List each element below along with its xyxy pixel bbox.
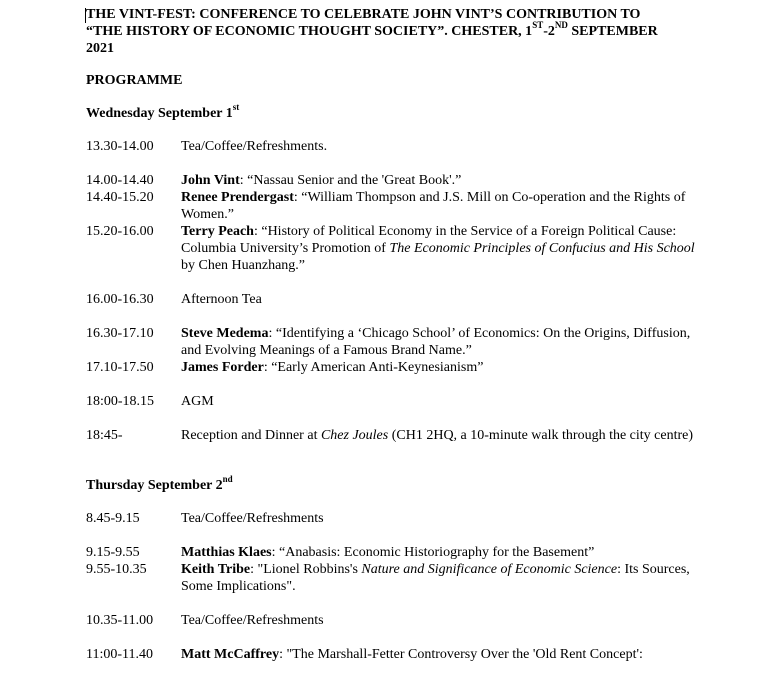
- session-description: AGM: [181, 394, 214, 409]
- title-line-3: 2021: [86, 41, 114, 56]
- session-row: [86, 172, 696, 189]
- speaker-name: Steve Medema: [181, 326, 269, 341]
- talk-title: : “Anabasis: Economic Historiography for the Basement”: [271, 545, 595, 560]
- session-description: Afternoon Tea: [181, 292, 262, 307]
- session-row: [86, 325, 696, 359]
- title-sup-2: ND: [554, 20, 568, 31]
- day-heading-thursday: [86, 474, 696, 494]
- session-description: [181, 189, 696, 223]
- day-heading-sup: nd: [222, 474, 233, 485]
- day-heading-sup: st: [232, 102, 240, 113]
- session-time: 17.10-17.50: [86, 360, 154, 375]
- session-description: [181, 544, 696, 561]
- talk-title-part-2: by Chen Huanzhang.”: [181, 258, 306, 273]
- title-line-1: THE VINT-FEST: CONFERENCE TO CELEBRATE JOHN VINT’S CONTRIBUTION TO: [86, 7, 641, 22]
- document-title: [86, 6, 696, 57]
- book-title: The Economic Principles of Confucius and His School: [389, 241, 695, 256]
- session-description: [181, 223, 696, 274]
- session-row: [86, 612, 696, 629]
- speaker-name: John Vint: [181, 173, 240, 188]
- speaker-name: Matt McCaffrey: [181, 647, 280, 662]
- session-row: [86, 223, 696, 274]
- talk-title: : “Identifying a ‘Chicago School’ of Economics: On the Origins, Diffusion, and Evolving Meanings of a Famous Brand Name.”: [181, 326, 691, 358]
- session-time: 11:00-11.40: [86, 647, 154, 662]
- session-time: 14.40-15.20: [86, 190, 154, 205]
- session-description: [181, 359, 696, 376]
- talk-title: : “Nassau Senior and the 'Great Book'.”: [239, 173, 462, 188]
- session-description: Tea/Coffee/Refreshments: [181, 613, 324, 628]
- session-row: [86, 646, 696, 663]
- session-row: [86, 138, 696, 155]
- document-page: [86, 6, 696, 663]
- session-time: 14.00-14.40: [86, 173, 154, 188]
- session-row: [86, 359, 696, 376]
- session-time: 13.30-14.00: [86, 139, 154, 154]
- speaker-name: Renee Prendergast: [181, 190, 294, 205]
- session-row: [86, 544, 696, 561]
- session-time: 9.55-10.35: [86, 562, 147, 577]
- talk-title-part-1: : “History of Political Economy in the Service of a Foreign Political Cause: Columbia University’s Promotion of: [181, 224, 677, 256]
- talk-title-part-2: : Its Sources, Some Implications".: [181, 562, 690, 594]
- title-line-2b: SEPTEMBER: [567, 24, 658, 39]
- session-time: 18:00-18.15: [86, 394, 155, 409]
- talk-title: : “William Thompson and J.S. Mill on Co-operation and the Rights of Women.”: [181, 190, 686, 222]
- day-heading-wednesday: [86, 102, 696, 122]
- dinner-text-part-2: (CH1 2HQ, a 10-minute walk through the city centre): [388, 428, 694, 443]
- session-description: [181, 646, 696, 663]
- title-line-2a: “THE HISTORY OF ECONOMIC THOUGHT SOCIETY”. CHESTER, 1: [86, 24, 533, 39]
- speaker-name: Matthias Klaes: [181, 545, 272, 560]
- session-description: Tea/Coffee/Refreshments.: [181, 139, 328, 154]
- talk-title: : "The Marshall-Fetter Controversy Over the 'Old Rent Concept':: [279, 647, 643, 662]
- session-description: [181, 561, 696, 595]
- session-row: [86, 561, 696, 595]
- session-description: [181, 172, 696, 189]
- session-row: [86, 291, 696, 308]
- title-dash: -2: [543, 24, 555, 39]
- session-time: 15.20-16.00: [86, 224, 154, 239]
- session-row: [86, 427, 696, 444]
- day-heading-text: Thursday September 2: [86, 478, 223, 493]
- dinner-text-part-1: Reception and Dinner at: [181, 428, 321, 443]
- book-title: Nature and Significance of Economic Science: [361, 562, 618, 577]
- speaker-name: Terry Peach: [181, 224, 254, 239]
- day-heading-text: Wednesday September 1: [86, 106, 233, 121]
- session-time: 10.35-11.00: [86, 613, 154, 628]
- speaker-name: Keith Tribe: [181, 562, 251, 577]
- session-description: [181, 427, 696, 444]
- session-row: [86, 189, 696, 223]
- venue-name: Chez Joules: [320, 428, 389, 443]
- speaker-name: James Forder: [181, 360, 264, 375]
- talk-title: : “Early American Anti-Keynesianism”: [263, 360, 484, 375]
- session-time: 18:45-: [86, 428, 123, 443]
- session-description: [181, 325, 696, 359]
- session-time: 16.00-16.30: [86, 292, 154, 307]
- session-row: [86, 510, 696, 527]
- title-line-2: [86, 20, 696, 40]
- session-row: [86, 393, 696, 410]
- session-time: 16.30-17.10: [86, 326, 154, 341]
- title-sup-1: ST: [532, 20, 544, 31]
- session-description: Tea/Coffee/Refreshments: [181, 511, 324, 526]
- session-time: 9.15-9.55: [86, 545, 140, 560]
- talk-title-part-1: : "Lionel Robbins's: [250, 562, 362, 577]
- programme-heading: PROGRAMME: [86, 73, 183, 88]
- session-time: 8.45-9.15: [86, 511, 140, 526]
